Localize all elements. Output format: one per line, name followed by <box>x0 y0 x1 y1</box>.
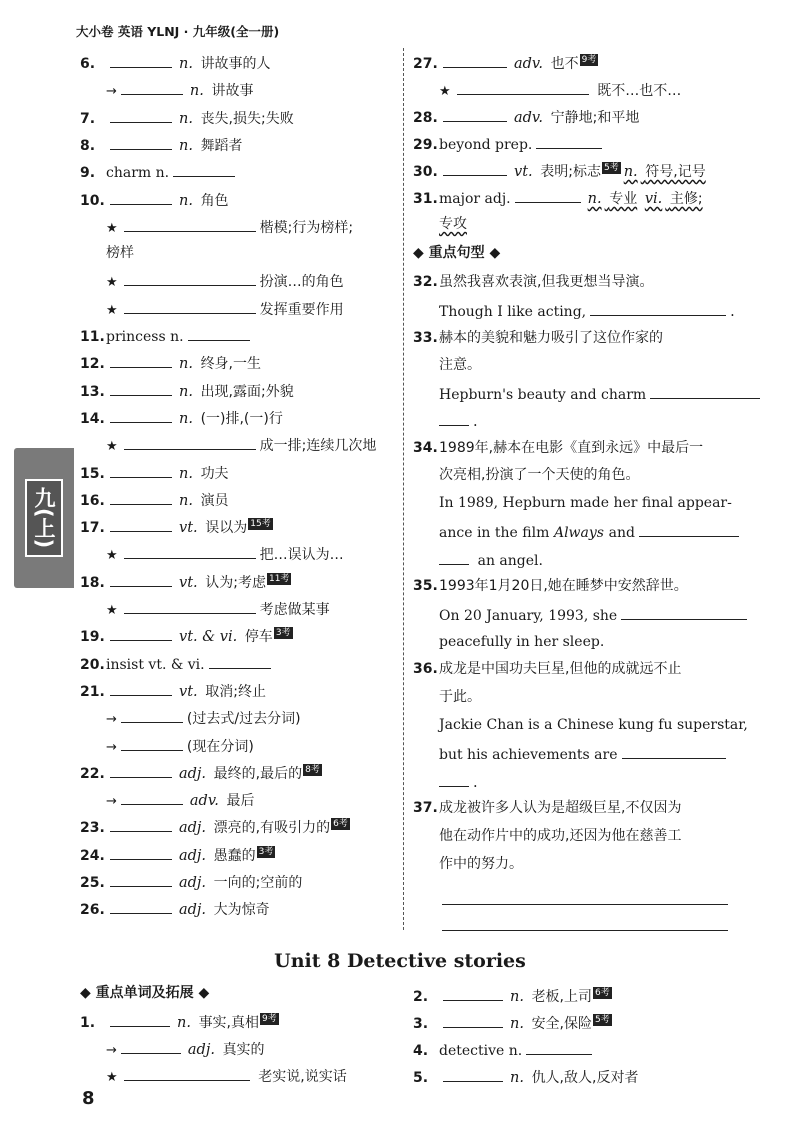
unit8-item-2: 2. n. 老板,上司 6考 <box>413 985 612 1007</box>
part-of-speech: n. <box>179 111 193 127</box>
unit8-item-1a: → adj. 真实的 <box>80 1038 265 1061</box>
vocab-row <box>80 243 134 263</box>
part-of-speech: n. <box>189 83 204 99</box>
item-30: 30. vt. 表明;标志 5考 n. 符号,记号 <box>413 160 706 182</box>
answer-blank[interactable] <box>621 604 747 620</box>
answer-blank[interactable] <box>110 134 172 150</box>
part-of-speech: n. <box>179 493 193 509</box>
item-36-cont: 于此。 <box>439 689 481 705</box>
answer-line[interactable] <box>442 904 728 905</box>
meaning-text: 最终的,最后的 <box>213 766 303 782</box>
answer-blank[interactable] <box>443 985 503 1001</box>
unit-title: Unit 8 Detective stories <box>274 950 526 972</box>
answer-blank[interactable] <box>443 160 507 176</box>
part-of-speech: n. <box>179 384 193 400</box>
item-number: 13. <box>80 384 105 400</box>
item-number: 22. <box>80 766 105 782</box>
item-35-en-2: peacefully in her sleep. <box>439 634 605 650</box>
meaning-text: 讲故事 <box>211 83 254 99</box>
part-of-speech: adv. <box>189 793 219 809</box>
vocab-row <box>80 434 376 457</box>
unit8-item-4: 4. detective n. <box>413 1039 596 1061</box>
item-number: 8. <box>80 138 96 154</box>
meaning-text: 功夫 <box>200 466 229 482</box>
meaning-text: 误以为 <box>205 520 248 536</box>
side-tab <box>14 448 74 588</box>
answer-blank[interactable] <box>443 1012 503 1028</box>
item-33: 33.赫本的美貌和魅力吸引了这位作家的 <box>413 330 663 346</box>
answer-blank[interactable] <box>124 298 256 314</box>
answer-blank[interactable] <box>110 107 172 123</box>
item-32-en: Though I like acting, . <box>413 300 735 322</box>
answer-blank[interactable] <box>443 106 507 122</box>
part-of-speech: vt. <box>179 684 198 700</box>
meaning-text: 出现,露面;外貌 <box>200 384 294 400</box>
meaning-text: 终身,一生 <box>200 356 262 372</box>
arrow-icon: → <box>106 84 117 99</box>
vocab-row <box>80 270 344 293</box>
item-27: 27. adv. 也不 9考 <box>413 52 598 74</box>
exam-badge: 6考 <box>333 819 348 830</box>
item-34-en: In 1989, Hepburn made her final appear- <box>439 495 732 511</box>
part-of-speech: n. <box>179 56 193 72</box>
meaning-text: 停车 <box>244 629 273 645</box>
answer-blank[interactable] <box>110 189 172 205</box>
vocab-row <box>80 298 344 321</box>
vocab-row <box>80 462 229 484</box>
answer-blank[interactable] <box>443 52 507 68</box>
star-icon: ★ <box>106 548 118 563</box>
meaning-text: 发挥重要作用 <box>259 302 344 318</box>
item-29: 29.beyond prep. <box>413 133 606 155</box>
continuation-text: 榜样 <box>106 245 134 261</box>
item-number: 11. <box>80 329 105 345</box>
star-icon: ★ <box>106 603 118 618</box>
answer-blank[interactable] <box>110 380 172 396</box>
item-number: 26. <box>80 902 105 918</box>
vocab-row <box>80 134 243 156</box>
answer-blank[interactable] <box>110 571 172 587</box>
item-number: 14. <box>80 411 105 427</box>
exam-badge: 15考 <box>250 519 271 530</box>
part-of-speech: adj. <box>179 766 207 782</box>
answer-blank[interactable] <box>121 1038 181 1054</box>
answer-blank[interactable] <box>443 1066 503 1082</box>
meaning-text: 丧失,损失;失败 <box>200 111 294 127</box>
part-of-speech: vt. <box>179 575 198 591</box>
item-number: 12. <box>80 356 105 372</box>
answer-blank[interactable] <box>121 735 183 751</box>
answer-blank[interactable] <box>124 434 256 450</box>
exam-badge: 9考 <box>581 55 597 66</box>
meaning-text: 一向的;空前的 <box>213 875 303 891</box>
vocab-row <box>80 816 350 838</box>
vocab-row <box>80 735 254 758</box>
exam-badge: 11考 <box>268 574 290 585</box>
item-number: 16. <box>80 493 105 509</box>
meaning-text: 角色 <box>200 193 229 209</box>
answer-blank[interactable] <box>439 549 469 565</box>
vocab-row <box>80 216 353 239</box>
item-36-en: Jackie Chan is a Chinese kung fu superstar, <box>439 717 748 733</box>
page-header: 大小卷 英语 YLNJ · 九年级(全一册) <box>76 24 280 39</box>
answer-blank[interactable] <box>457 79 589 95</box>
answer-blank[interactable] <box>124 216 256 232</box>
item-number: 17. <box>80 520 105 536</box>
item-number: 7. <box>80 111 96 127</box>
side-tab-label: 九(上) <box>25 479 63 556</box>
meaning-text: 成一排;连续几次地 <box>259 438 377 454</box>
item-number: 18. <box>80 575 105 591</box>
item-35-en: On 20 January, 1993, she <box>413 604 751 626</box>
answer-blank[interactable] <box>110 680 172 696</box>
column-divider <box>403 48 404 930</box>
answer-blank[interactable] <box>110 462 172 478</box>
exam-badge: 8考 <box>305 765 320 776</box>
meaning-text: 愚蠢的 <box>213 848 256 864</box>
item-36: 36.成龙是中国功夫巨星,但他的成就远不止 <box>413 661 682 677</box>
item-35: 35.1993年1月20日,她在睡梦中安然辞世。 <box>413 578 688 594</box>
answer-blank[interactable] <box>110 816 172 832</box>
exam-badge: 3考 <box>275 628 291 639</box>
item-34-en-3: an angel. <box>413 549 543 571</box>
vocab-row <box>80 107 294 129</box>
vocab-row <box>80 325 254 347</box>
vocab-row <box>80 352 261 374</box>
vocab-row <box>80 52 271 74</box>
answer-blank[interactable] <box>121 79 183 95</box>
vocab-row <box>80 789 255 812</box>
part-of-speech: n. <box>179 466 193 482</box>
item-37: 37.成龙被许多人认为是超级巨星,不仅因为 <box>413 800 682 816</box>
answer-blank[interactable] <box>124 543 256 559</box>
meaning-text: 扮演…的角色 <box>259 274 344 290</box>
item-33-cont: 注意。 <box>439 357 481 373</box>
item-31: 31.major adj. n. 专业 vi. 主修; <box>413 187 703 209</box>
page-number: 8 <box>82 1088 95 1109</box>
exam-badge: 3考 <box>258 847 274 858</box>
meaning-text: 最后 <box>226 793 255 809</box>
answer-blank[interactable] <box>536 133 602 149</box>
item-37-cont: 他在动作片中的成功,还因为他在慈善工 <box>439 828 682 844</box>
answer-blank[interactable] <box>121 707 183 723</box>
vocab-row <box>80 844 275 866</box>
item-number: 9. <box>80 165 96 181</box>
star-icon: ★ <box>439 84 451 99</box>
meaning-text: (一)排,(一)行 <box>200 411 283 427</box>
answer-line[interactable] <box>442 930 728 931</box>
item-28: 28. adv. 宁静地;和平地 <box>413 106 639 128</box>
answer-blank[interactable] <box>650 383 760 399</box>
item-number: 20. <box>80 657 105 673</box>
item-34-cont: 次亮相,扮演了一个天使的角色。 <box>439 467 640 483</box>
answer-blank[interactable] <box>526 1039 592 1055</box>
part-of-speech: adj. <box>179 875 207 891</box>
answer-blank[interactable] <box>124 270 256 286</box>
vocab-row <box>80 707 301 730</box>
section-key-sentences: ◆ 重点句型 ◆ <box>413 245 501 261</box>
answer-blank[interactable] <box>110 516 172 532</box>
meaning-text: 取消;终止 <box>205 684 266 700</box>
vocab-row <box>80 380 294 402</box>
vocab-row <box>80 653 275 675</box>
part-of-speech: n. <box>179 193 193 209</box>
section-key-words: ◆ 重点单词及拓展 ◆ <box>80 985 210 1001</box>
unit8-item-3: 3. n. 安全,保险 5考 <box>413 1012 612 1034</box>
item-37-cont-2: 作中的努力。 <box>439 856 523 872</box>
meaning-text: (现在分词) <box>186 739 254 755</box>
answer-blank[interactable] <box>110 352 172 368</box>
item-number: 21. <box>80 684 105 700</box>
vocab-row <box>80 898 270 920</box>
item-34: 34.1989年,赫本在电影《直到永远》中最后一 <box>413 440 704 456</box>
item-number: 23. <box>80 820 105 836</box>
part-of-speech: n. <box>179 356 193 372</box>
meaning-text: 舞蹈者 <box>200 138 243 154</box>
vocab-row <box>80 571 291 593</box>
meaning-text: 楷模;行为榜样; <box>259 220 354 236</box>
meaning-text: 漂亮的,有吸引力的 <box>213 820 331 836</box>
answer-blank[interactable] <box>110 625 172 641</box>
word-prompt: charm n. <box>106 165 170 181</box>
star-icon: ★ <box>106 275 118 290</box>
word-prompt: insist vt. & vi. <box>106 657 205 673</box>
unit8-item-1s: ★ 老实说,说实话 <box>80 1065 347 1088</box>
part-of-speech: adj. <box>179 902 207 918</box>
answer-blank[interactable] <box>110 844 172 860</box>
vocab-row <box>80 543 344 566</box>
arrow-icon: → <box>106 712 117 727</box>
item-number: 19. <box>80 629 105 645</box>
meaning-text: 认为;考虑 <box>205 575 266 591</box>
answer-blank[interactable] <box>439 771 469 787</box>
answer-blank[interactable] <box>110 762 172 778</box>
vocab-row <box>80 79 253 102</box>
star-icon: ★ <box>106 439 118 454</box>
meaning-text: 考虑做某事 <box>259 602 330 618</box>
answer-blank[interactable] <box>515 187 581 203</box>
unit8-item-1: 1. n. 事实,真相 9考 <box>80 1011 279 1033</box>
item-number: 10. <box>80 193 105 209</box>
part-of-speech: vt. <box>179 520 198 536</box>
item-27-star: ★ 既不…也不… <box>413 79 681 102</box>
item-number: 24. <box>80 848 105 864</box>
vocab-row <box>80 161 239 183</box>
answer-blank[interactable] <box>110 1011 170 1027</box>
vocab-row <box>80 762 322 784</box>
item-34-en-2: ance in the film Always and <box>413 521 743 543</box>
item-32: 32.虽然我喜欢表演,但我更想当导演。 <box>413 274 654 290</box>
meaning-text: 讲故事的人 <box>200 56 271 72</box>
answer-blank[interactable] <box>439 410 469 426</box>
vocab-row <box>80 516 273 538</box>
arrow-icon: → <box>106 1043 117 1058</box>
star-icon: ★ <box>106 221 118 236</box>
part-of-speech: vt. & vi. <box>179 629 238 645</box>
unit8-item-5: 5. n. 仇人,敌人,反对者 <box>413 1066 638 1088</box>
answer-blank[interactable] <box>188 325 250 341</box>
part-of-speech: n. <box>179 138 193 154</box>
answer-blank[interactable] <box>110 871 172 887</box>
meaning-text: 演员 <box>200 493 229 509</box>
word-prompt: princess n. <box>106 329 184 345</box>
vocab-row <box>80 189 229 211</box>
meaning-text: 大为惊奇 <box>213 902 270 918</box>
vocab-row <box>80 489 229 511</box>
answer-blank[interactable] <box>110 52 172 68</box>
answer-blank[interactable] <box>622 743 726 759</box>
answer-blank[interactable] <box>110 407 172 423</box>
item-number: 6. <box>80 56 96 72</box>
vocab-row <box>80 598 330 621</box>
star-icon: ★ <box>106 1070 118 1085</box>
part-of-speech: adj. <box>179 820 207 836</box>
vocab-row <box>80 407 283 429</box>
meaning-text: (过去式/过去分词) <box>186 711 301 727</box>
part-of-speech: n. <box>179 411 193 427</box>
arrow-icon: → <box>106 740 117 755</box>
item-33-en: Hepburn's beauty and charm <box>413 383 764 405</box>
vocab-row <box>80 680 266 702</box>
vocab-row <box>80 625 293 647</box>
vocab-row <box>80 871 302 893</box>
item-number: 25. <box>80 875 105 891</box>
item-31-cont: 专攻 <box>439 216 467 232</box>
item-36-en-2: but his achievements are <box>413 743 730 765</box>
arrow-icon: → <box>106 794 117 809</box>
answer-blank[interactable] <box>590 300 726 316</box>
answer-blank[interactable] <box>639 521 739 537</box>
answer-blank[interactable] <box>124 1065 250 1081</box>
answer-blank[interactable] <box>110 898 172 914</box>
item-36-en-3: . <box>413 771 478 793</box>
answer-blank[interactable] <box>124 598 256 614</box>
meaning-text: 把…误认为… <box>259 547 344 563</box>
item-33-en-2: . <box>413 410 478 432</box>
star-icon: ★ <box>106 303 118 318</box>
answer-blank[interactable] <box>121 789 183 805</box>
answer-blank[interactable] <box>209 653 271 669</box>
item-number: 27. <box>413 56 438 72</box>
answer-blank[interactable] <box>173 161 235 177</box>
part-of-speech: adj. <box>179 848 207 864</box>
item-number: 15. <box>80 466 105 482</box>
answer-blank[interactable] <box>110 489 172 505</box>
